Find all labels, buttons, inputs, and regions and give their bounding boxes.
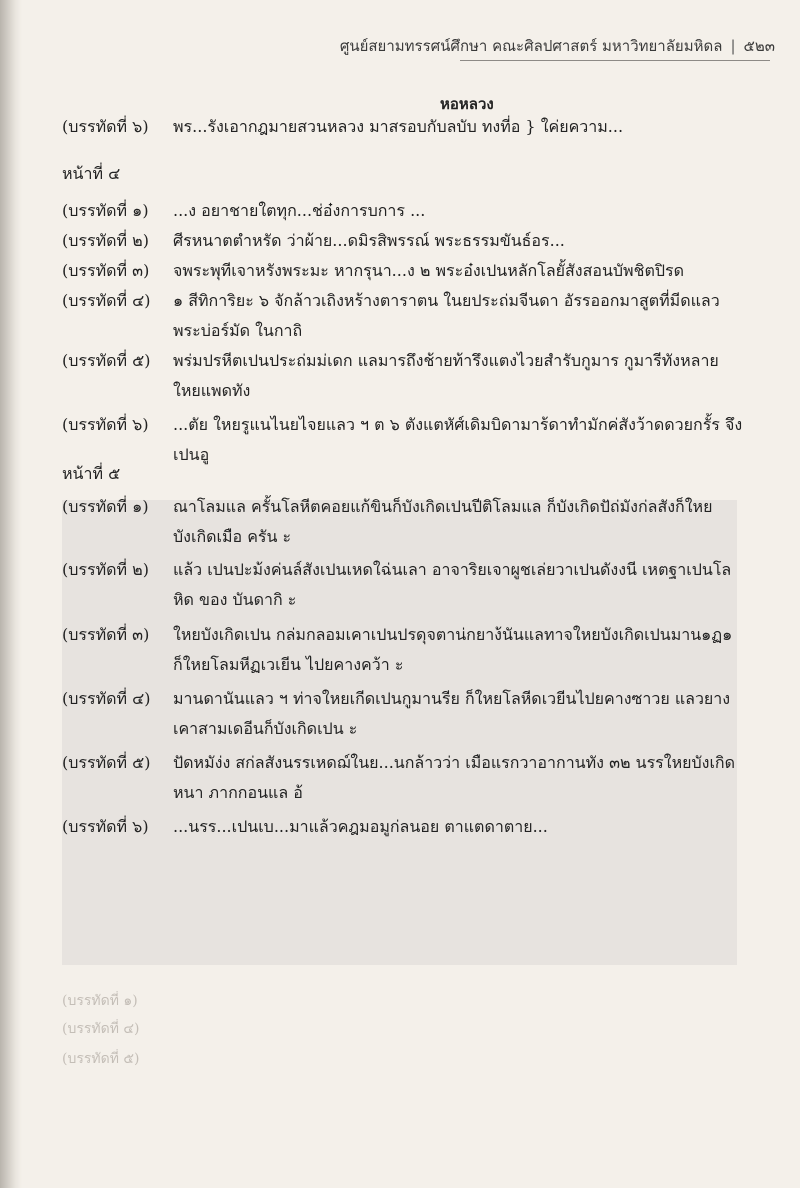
line-text: ศีรหนาตตำหรัด ว่าผ้าย...ดมิรสิพรรณ์ พระธรรมขันธ์อร... <box>173 231 565 250</box>
header-separator: | <box>730 37 736 55</box>
line-text: ณาโลมแล ครั้นโลหีตคอยแก้ขินก็บังเกิดเปนปีติโลมแล ก็บังเกิดปัถ่มังก่ลสังก็ใหยบังเกิดเมือ ครัน ะ <box>173 497 713 546</box>
book-gutter <box>0 0 22 1188</box>
header-rule <box>460 60 770 61</box>
line-label: (บรรทัดที่ ๕) <box>62 351 151 370</box>
line-label: (บรรทัดที่ ๖) <box>62 817 149 836</box>
line-text: แล้ว เปนปะม้งค่นล์สังเปนเหดใฉ่นเลา อาจาริยเจาผูชเล่ยวาเปนดังงนี เหตฐาเปนโลหิด ของ บันดากิ ะ <box>173 560 732 609</box>
page-number: ๕๒๓ <box>743 37 775 55</box>
line-label: (บรรทัดที่ ๑) <box>62 497 149 516</box>
line-label: (บรรทัดที่ ๔) <box>62 689 151 708</box>
running-header <box>339 34 775 58</box>
section-title: หน้าที่ ๕ <box>62 464 121 483</box>
running-title: ศูนย์สยามทรรศน์ศึกษา คณะศิลปศาสตร์ มหาวิทยาลัยมหิดล <box>339 37 723 55</box>
line-text: ...ง อยาชายใตทุก...ช่อ๋งการบการ ... <box>173 201 426 220</box>
line-label: (บรรทัดที่ ๓) <box>62 261 150 280</box>
line-label: (บรรทัดที่ ๒) <box>62 560 149 579</box>
line-label: (บรรทัดที่ ๖) <box>62 415 149 434</box>
line-text: ...ตัย ใหยรูแนไนยไจยแลว ฯ ต ๖ ตังแตหัศ์เดิมบิดามาร้ดาทำมักค่สังว้าดดวยกรั้ร จึงเปนอู <box>173 415 743 464</box>
line-text: มานดานันแลว ฯ ท่าจใหยเกีดเปนกูมานรีย ก็ใหยโลหีดเวยีนไปยคางซาวย แลวยางเคาสามเดอีนก็บังเกิดเปน ะ <box>173 689 731 738</box>
line-text: พร...รังเอากฎมายสวนหลวง มาสรอบกับลบับ ทงที่อ } ใค่ยความ... <box>173 117 624 136</box>
bleed-through-label: (บรรทัดที่ ๕) <box>62 1051 140 1067</box>
bleed-through-label: (บรรทัดที่ ๑) <box>62 993 138 1009</box>
line-label: (บรรทัดที่ ๔) <box>62 291 151 310</box>
line-label: (บรรทัดที่ ๑) <box>62 201 149 220</box>
line-text: พร่มปรหีตเปนประถ่มม่เดก แลมารถึงช้ายท้ารึงแตงไวยสำรับกูมาร กูมารีทังหลายใหยแพดทัง <box>173 351 719 400</box>
line-label: (บรรทัดที่ ๒) <box>62 231 149 250</box>
line-text: ใหยบังเกิดเปน กล่มกลอมเคาเปนปรดุจตาน่กยาง้นันแลทาจใหยบังเกิดเปนมาน๑ฏ๑ ก็ใหยโลมหีฏเวเยีน ไปยคางคว้า ะ <box>173 625 733 674</box>
line-text: ๑ สีทิการิยะ ๖ จักล้าวเถิงหร้างตาราตน ในยประถ่มจีนดา อัรรออกมาสูตที่มีดแลว พระบ่อร์มัด ในกาถิ <box>173 291 720 340</box>
line-text: ...นรร...เปนเบ...มาแล้วคฎมอมูก่ลนอย ตาแตดาตาย... <box>173 817 548 836</box>
bleed-through-label: (บรรทัดที่ ๔) <box>62 1021 140 1037</box>
section-title: หน้าที่ ๔ <box>62 164 121 183</box>
line-label: (บรรทัดที่ ๖) <box>62 117 149 136</box>
overlap-title: หอหลวง <box>440 95 494 113</box>
line-label: (บรรทัดที่ ๕) <box>62 753 151 772</box>
line-text: ปัดหมัง่ง สก่ลสังนรรเหดฌ์ในย...นกล้าวว่า เมือแรกวาอากานทัง ๓๒ นรรใหยบังเกิดหนา ภากกอนแล อ้ <box>173 753 736 802</box>
line-label: (บรรทัดที่ ๓) <box>62 625 150 644</box>
line-text: จพระพุทีเจาหรังพระมะ หากรุนา...ง ๒ พระอ๋งเปนหลักโลยั้สังสอนบัพชิตปิรด <box>173 261 684 280</box>
